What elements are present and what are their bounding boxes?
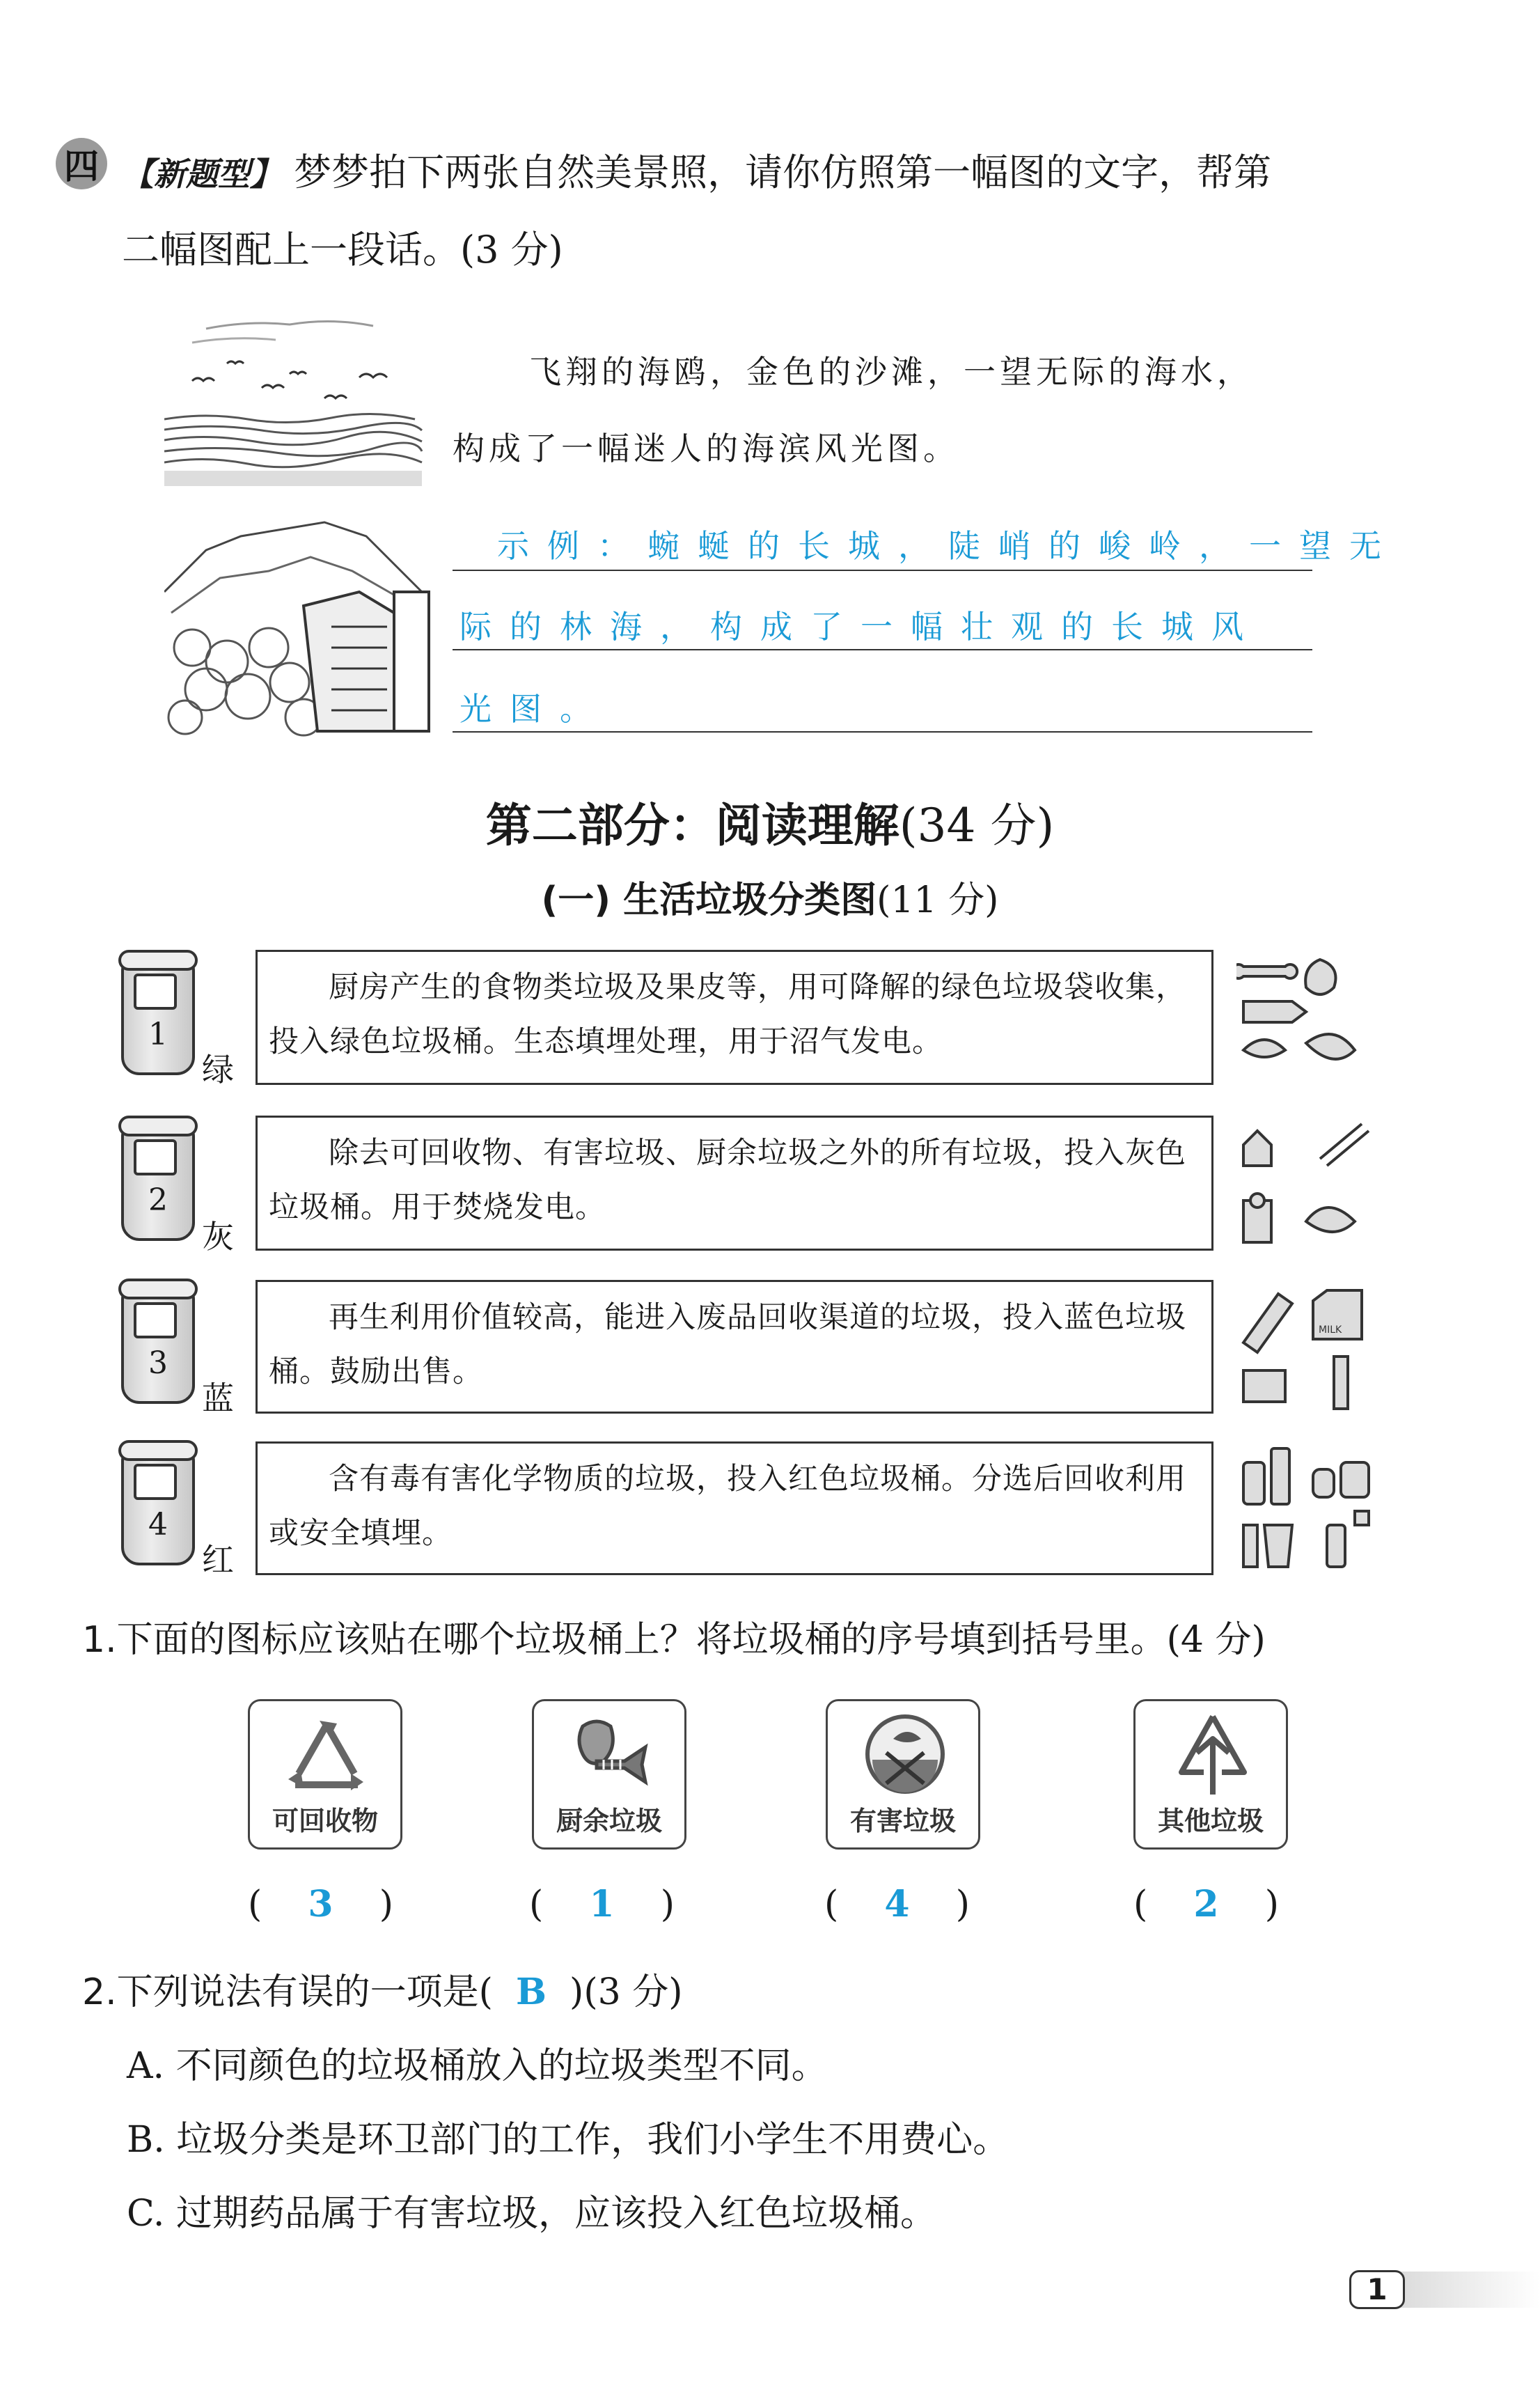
bin-4-color: 红	[202, 1541, 234, 1579]
answer-underline-2	[453, 649, 1312, 650]
answer-line1: 示例：蜿蜒的长城，陡峭的峻岭，一望无	[497, 527, 1399, 565]
question-number-badge: 四	[56, 138, 107, 189]
trash-bin-2-icon: 2	[121, 1118, 195, 1241]
kitchen-waste-sign: 厨余垃圾	[532, 1699, 686, 1850]
bin-3-description: 再生利用价值较高，能进入废品回收渠道的垃圾，投入蓝色垃圾桶。鼓励出售。	[256, 1280, 1213, 1414]
trash-bin-3-icon: 3	[121, 1281, 195, 1404]
question-4-prompt-line2: 二幅图配上一段话。(3 分)	[122, 228, 563, 272]
sample-text-line1: 飞翔的海鸥，金色的沙滩，一望无际的海水，	[529, 353, 1253, 391]
question-2-text: 2.下列说法有误的一项是( B )(3 分)	[82, 1971, 683, 2013]
sign-3-answer: ( 4 )	[824, 1883, 970, 1925]
new-question-type-tag: 【新题型】	[122, 155, 282, 193]
section-1-title: (一) 生活垃圾分类图(11 分)	[541, 880, 999, 921]
hazardous-items-icon	[1236, 1441, 1376, 1574]
seaside-illustration	[164, 315, 429, 487]
answer-underline-3	[453, 731, 1312, 733]
bin-1-color: 绿	[202, 1051, 234, 1088]
answer-line2: 际的林海，构成了一幅壮观的长城风	[459, 608, 1262, 646]
milk-carton-label: MILK	[1319, 1324, 1342, 1336]
trash-bin-4-icon: 4	[121, 1443, 195, 1565]
question-1-text: 1.下面的图标应该贴在哪个垃圾桶上？将垃圾桶的序号填到括号里。(4 分)	[82, 1619, 1266, 1661]
page-number-strip	[1385, 2272, 1540, 2308]
answer-underline-1	[453, 570, 1312, 571]
answer-line3: 光图。	[459, 690, 610, 728]
recycle-icon	[281, 1718, 372, 1799]
sign-2-answer: ( 1 )	[529, 1883, 675, 1925]
other-waste-sign: 其他垃圾	[1133, 1699, 1288, 1850]
hazardous-waste-sign: 有害垃圾	[826, 1699, 980, 1850]
option-b: B. 垃圾分类是环卫部门的工作，我们小学生不用费心。	[127, 2119, 1009, 2161]
sample-text-line2: 构成了一幅迷人的海滨风光图。	[453, 430, 959, 467]
question-4-prompt-line1: 【新题型】 梦梦拍下两张自然美景照，请你仿照第一幅图的文字，帮第	[122, 150, 1272, 194]
part-2-title: 第二部分：阅读理解(34 分)	[485, 799, 1055, 852]
hazardous-icon	[858, 1711, 952, 1801]
recyclable-items-icon	[1236, 1280, 1376, 1412]
option-c: C. 过期药品属于有害垃圾，应该投入红色垃圾桶。	[127, 2193, 936, 2235]
bin-3-color: 蓝	[202, 1379, 234, 1417]
page-number: 1	[1349, 2270, 1405, 2309]
great-wall-illustration	[164, 508, 436, 738]
option-a: A. 不同颜色的垃圾桶放入的垃圾类型不同。	[127, 2045, 828, 2087]
kitchen-waste-items-icon	[1236, 953, 1376, 1078]
bin-2-color: 灰	[202, 1218, 234, 1256]
bin-4-description: 含有毒有害化学物质的垃圾，投入红色垃圾桶。分选后回收利用或安全填埋。	[256, 1441, 1213, 1575]
other-waste-icon	[1169, 1711, 1257, 1801]
sign-1-answer: ( 3 )	[248, 1883, 393, 1925]
bin-1-description: 厨房产生的食物类垃圾及果皮等，用可降解的绿色垃圾袋收集，投入绿色垃圾桶。生态填埋处理，用于沼气发电。	[256, 950, 1213, 1085]
food-waste-icon	[562, 1712, 659, 1800]
bin-2-description: 除去可回收物、有害垃圾、厨余垃圾之外的所有垃圾，投入灰色垃圾桶。用于焚烧发电。	[256, 1116, 1213, 1251]
trash-bin-1-icon: 1	[121, 953, 195, 1075]
sign-4-answer: ( 2 )	[1133, 1883, 1279, 1925]
recyclable-sign: 可回收物	[248, 1699, 402, 1850]
other-waste-items-icon	[1236, 1117, 1376, 1249]
